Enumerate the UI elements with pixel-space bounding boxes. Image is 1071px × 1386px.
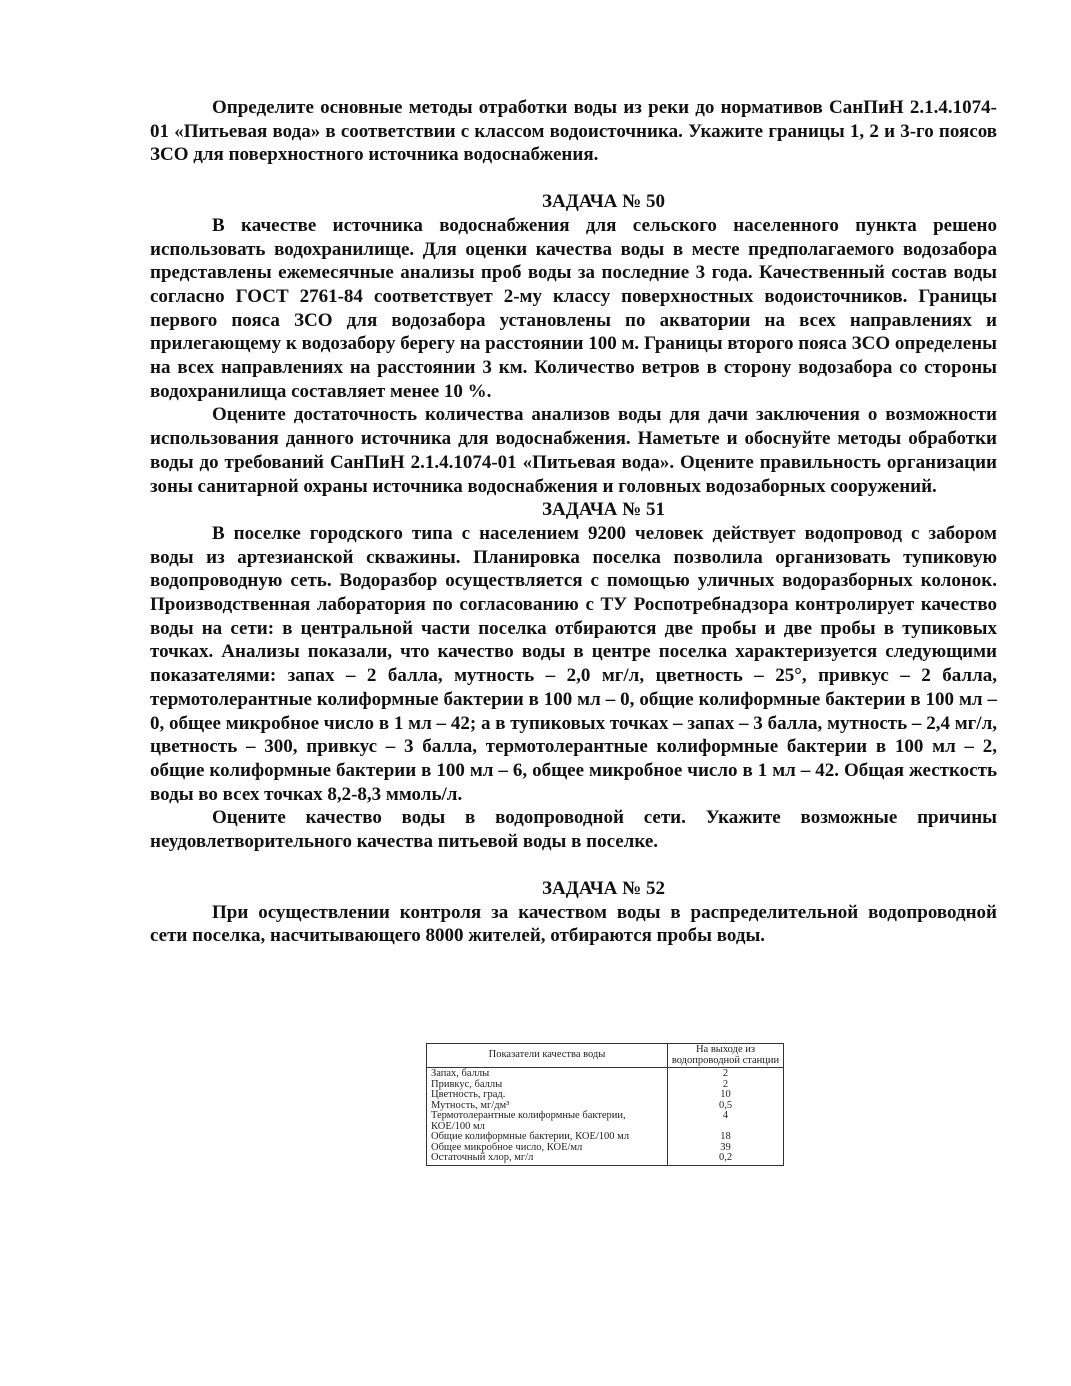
table-body	[427, 1068, 784, 1166]
table-cell-value: 2	[722, 1068, 729, 1079]
table-cell-value: 10	[720, 1089, 731, 1100]
table-cell-value: 2	[722, 1078, 729, 1090]
task-51-paragraph-2: Оцените качество воды в водопроводной сети. Укажите возможные причины неудовлетворительного качества питьевой воды в поселке.	[150, 807, 997, 853]
task-50-title: ЗАДАЧА № 50	[542, 191, 665, 213]
table-row	[427, 1132, 784, 1143]
table-cell-value: 18	[720, 1131, 731, 1142]
table-row	[427, 1068, 784, 1080]
table-row	[427, 1090, 784, 1101]
spacer	[150, 854, 997, 877]
table-cell-indicator: Запах, баллы	[427, 1068, 668, 1080]
table-cell-value: 4	[722, 1110, 729, 1121]
task-51-title: ЗАДАЧА № 51	[542, 499, 665, 521]
table-header-station-output: На выходе из водопроводной станции	[668, 1044, 784, 1068]
table-header-indicators: Показатели качества воды	[427, 1044, 668, 1068]
table-cell-value: 39	[720, 1141, 731, 1153]
table-cell-indicator: Цветность, град.	[427, 1090, 668, 1101]
table-cell-indicator: Общие колиформные бактерии, КОЕ/100 мл	[427, 1132, 668, 1143]
table-row	[427, 1111, 784, 1132]
table-cell-indicator: Общее микробное число, КОЕ/мл	[427, 1143, 668, 1154]
table-cell-value: 0,5	[718, 1099, 733, 1111]
table-cell-indicator: Термотолерантные колиформные бактерии, КОЕ/100 мл	[427, 1111, 668, 1132]
table-cell-indicator: Мутность, мг/дм³	[427, 1101, 668, 1112]
task-52-title: ЗАДАЧА № 52	[542, 877, 665, 899]
water-quality-table	[426, 1043, 784, 1166]
table-row	[427, 1153, 784, 1165]
document-page	[150, 96, 997, 948]
task-51-paragraph-1: В поселке городского типа с населением 9200 человек действует водопровод с забором воды из артезианской скважины. Планировка поселка позволила организовать тупиковую водопроводную сеть. Водоразбор осуществляется с помощью уличных водоразборных колонок. Производственная лаборатория по согласованию с ТУ Роспотребнадзора контролирует качество воды на сети: в центральной части поселка отбираются две пробы и две пробы в тупиковых точках. Анализы показали, что качество воды в центре поселка характеризуется следующими показателями: запах – 2 балла, мутность – 2,0 мг/л, цветность – 25°, привкус – 2 балла, термотолерантные колиформные бактерии в 100 мл – 0, общие колиформные бактерии в 100 мл – 0, общее микробное число в 1 мл – 42; а в тупиковых точках – запах – 3 балла, мутность – 2,4 мг/л, цветность – 300, привкус – 3 балла, термотолерантные колиформные бактерии в 100 мл – 2, общие колиформные бактерии в 100 мл – 6, общее микробное число в 1 мл – 42. Общая жесткость воды во всех точках 8,2-8,3 ммоль/л.	[150, 522, 997, 805]
table-cell-value: 0,2	[718, 1152, 733, 1163]
table-cell-indicator: Остаточный хлор, мг/л	[427, 1153, 668, 1165]
task-50-paragraph-1: В качестве источника водоснабжения для сельского населенного пункта решено использовать водохранилище. Для оценки качества воды в месте предполагаемого водозабора представлены ежемесячные анализы проб воды за последние 3 года. Качественный состав воды согласно ГОСТ 2761-84 соответствует 2-му классу поверхностных водоисточников. Границы первого пояса ЗСО для водозабора установлены по акватории на всех направлениях и прилегающему к водозабору берегу на расстоянии 100 м. Границы второго пояса ЗСО определены на всех направлениях на расстоянии 3 км. Количество ветров в сторону водозабора со стороны водохранилища составляет менее 10 %.	[150, 214, 997, 402]
table-cell-indicator: Привкус, баллы	[427, 1080, 668, 1091]
spacer	[150, 167, 997, 190]
task-52-paragraph-1: При осуществлении контроля за качеством воды в распределительной водопроводной сети поселка, насчитывающего 8000 жителей, отбираются пробы воды.	[150, 901, 997, 947]
task-50-paragraph-2: Оцените достаточность количества анализов воды для дачи заключения о возможности использования данного источника для водоснабжения. Наметьте и обоснуйте методы обработки воды до требований СанПиН 2.1.4.1074-01 «Питьевая вода». Оцените правильность организации зоны санитарной охраны источника водоснабжения и головных водозаборных сооружений.	[150, 404, 997, 497]
intro-paragraph: Определите основные методы отработки воды из реки до нормативов СанПиН 2.1.4.1074-01 «Питьевая вода» в соответствии с классом водоисточника. Укажите границы 1, 2 и 3-го поясов ЗСО для поверхностного источника водоснабжения.	[150, 97, 997, 166]
table-header-row	[427, 1044, 784, 1068]
